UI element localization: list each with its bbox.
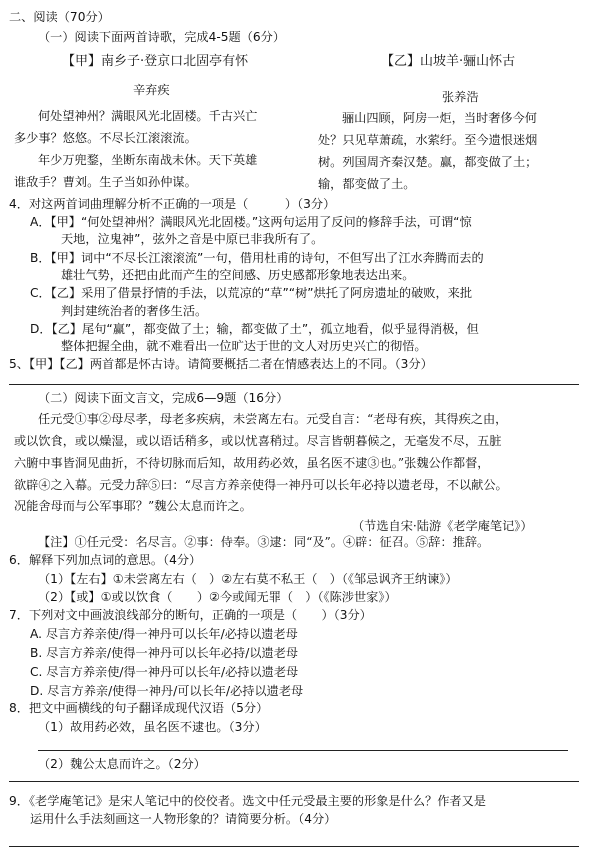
q6-item-1: （1）【左右】①未尝离左右（ ）②左右莫不私王（ ）（《邹忌讽齐王纳谏》）: [38, 572, 458, 586]
q6-item-2: （2）【或】①或以饮食（ ）②今或闻无罪（ ）（《陈涉世家》）: [38, 590, 397, 604]
poem-a-title: 【甲】南乡子·登京口北固亭有怀: [62, 54, 249, 69]
q8-stem: 8．把文中画横线的句子翻译成现代汉语（5分）: [9, 701, 269, 715]
q7-option-c: C. 尽言方养亲使/得一神丹可以长年/必持以遗老母: [30, 665, 299, 679]
passage-line: 或以饮食，或以燥湿，或以语话稍多，或以忧喜稍过。尽言皆朝暮候之，无毫发不尽，五脏: [14, 434, 502, 448]
poem-b-author: 张养浩: [442, 90, 479, 104]
q7-stem: 7．下列对文中画波浪线部分的断句，正确的一项是（ ）（3分）: [9, 608, 372, 622]
poem-b-line: 处？只见草萧疏，水萦纡。至今遗恨迷烟: [318, 133, 538, 147]
section-title: 二、阅读（70分）: [9, 10, 110, 24]
poem-b-line: 输，都变做了土。: [318, 177, 416, 191]
poem-b-line: 骊山四顾，阿房一炬，当时奢侈今何: [342, 111, 537, 125]
passage-line: 任元受①事②母尽孝，母老多疾病，未尝离左右。元受自言：“老母有疾，其得疾之由，: [38, 412, 508, 426]
q4-option-d: D．【乙】尾句“赢”，都变做了土；输，都变做了土”，孤立地看，似乎显得消极，但: [30, 322, 479, 336]
q4-stem: 4．对这两首词曲理解分析不正确的一项是（ ）（3分）: [9, 197, 336, 211]
q4-option-a-cont: 天地，泣鬼神”，弦外之音是中原已非我所有了。: [61, 232, 324, 246]
q6-stem: 6．解释下列加点词的意思。（4分）: [9, 553, 202, 567]
q4-option-c-cont: 判封建统治者的奢侈生活。: [61, 304, 208, 318]
poem-a-line: 多少事？悠悠。不尽长江滚滚流。: [14, 131, 197, 145]
passage-line: 况能舍母而与公军事耶？”魏公太息而许之。: [14, 499, 252, 513]
poem-a-line: 谁敌手？曹刘。生子当如孙仲谋。: [14, 175, 197, 189]
q8-item-2: （2）魏公太息而许之。（2分）: [38, 757, 206, 771]
poem-a-line: 年少万兜鍪，坐断东南战未休。天下英雄: [38, 153, 258, 167]
poem-b-line: 树。列国周齐秦汉楚。赢，都变做了土；: [318, 155, 538, 169]
part1-header: （一）阅读下面两首诗歌，完成4-5题（6分）: [38, 30, 286, 44]
q4-option-a: A．【甲】“何处望神州？满眼风光北固楼。”这两句运用了反问的修辞手法，可谓“惊: [30, 215, 472, 229]
q5-answer-line[interactable]: [9, 384, 579, 385]
q8-item-1: （1）故用药必效，虽名医不逮也。（3分）: [38, 720, 267, 734]
q7-option-a: A. 尽言方养亲使/得一神丹可以长年/必持以遗老母: [30, 627, 298, 641]
poem-a-author: 辛弃疾: [133, 83, 170, 97]
poem-a-line: 何处望神州？满眼风光北固楼。千古兴亡: [38, 109, 258, 123]
q7-option-b: B. 尽言方养亲/使得一神丹可以长年必持/以遗老母: [30, 646, 299, 660]
part2-header: （二）阅读下面文言文，完成6—9题（16分）: [38, 391, 289, 405]
q5-stem: 5、【甲】【乙】两首都是怀古诗。请简要概括二者在情感表达上的不同。（3分）: [9, 357, 433, 371]
passage-line: 欲辟④之入幕。元受力辞⑤曰：“尽言方养亲使得一神丹可以长年必持以遗老母，不以献公。: [14, 478, 508, 492]
passage-notes: 【注】①任元受：名尽言。②事：侍奉。③逮：同“及”。④辟：征召。⑤辞：推辞。: [38, 535, 490, 549]
q8-answer-line-1[interactable]: [38, 750, 568, 751]
passage-source: （节选自宋·陆游《老学庵笔记》）: [352, 519, 533, 533]
q4-option-b-cont: 雄壮气势，还把由此而产生的空间感、历史感都形象地表达出来。: [61, 268, 415, 282]
passage-line: 六腑中事皆洞见曲折，不待切脉而后知，故用药必效，虽名医不逮③也。”张魏公作都督，: [14, 456, 490, 470]
q4-option-d-cont: 整体把握全曲，就不难看出一位旷达于世的文人对历史兴亡的彻悟。: [61, 339, 427, 353]
q9-stem-cont: 运用什么手法刻画这一人物形象的？请简要分析。（4分）: [30, 812, 337, 826]
q4-option-c: C．【乙】采用了借景抒情的手法，以荒凉的“草”“树”烘托了阿房遗址的破败，来批: [30, 286, 473, 300]
q9-stem: 9．《老学庵笔记》是宋人笔记中的佼佼者。选文中任元受最主要的形象是什么？作者又是: [9, 794, 486, 808]
q7-option-d: D. 尽言方养亲/使得一神丹/可以长年/必持以遗老母: [30, 684, 304, 698]
q4-option-b: B．【甲】词中“不尽长江滚滚流”一句，借用杜甫的诗句，不但写出了江水奔腾而去的: [30, 251, 484, 265]
q9-answer-line[interactable]: [9, 846, 579, 847]
q8-answer-line-2[interactable]: [9, 781, 579, 782]
poem-b-title: 【乙】山坡羊·骊山怀古: [381, 54, 516, 69]
